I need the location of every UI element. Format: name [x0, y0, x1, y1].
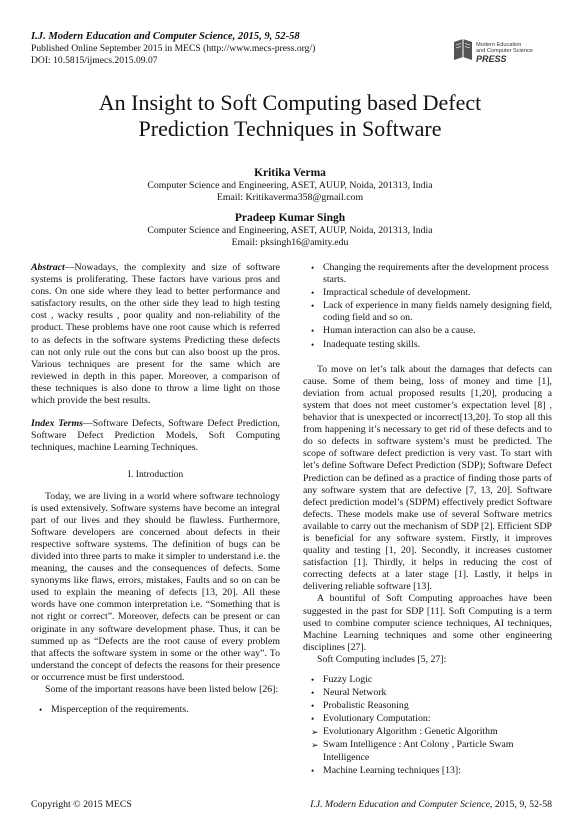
author-email: Email: Kritikaverma358@gmail.com: [216, 192, 364, 203]
list-item: • Evolutionary Computation:: [311, 713, 431, 725]
list-item: • Impractical schedule of development.: [311, 287, 471, 299]
body-paragraph-1: To move on let’s talk about the damages that defects can cause. Some of them being, loss of money and time [1], deviation from actual proposed results [1,20], producing a system that does not meet customer’s expectation level [8] , behavior that is unexpected or incorrect[13,20]. To stop all this from happening it’s necessary to get rid of these defects and to do so defects in software system’s must be predicted. The scope of software defect prediction is very vast. To start with let’s define Software Defect Prediction (SDP); Software Defect Prediction can be defined as a practice of finding those parts of any software system that are defective [7, 13, 20]. Software defect prediction model’s (SDPM) effectively predict Software defects. These models make use of several Software metrics available to carry out the mechanism of SDP [2]. Efficient SDP is beneficial for any software system. Firstly, it improves quality and testing [1, 20]. Secondly, it increases customer satisfaction [1]. Thirdly, it helps in reducing the cost of correcting defects at a later stage [1]. Lastly, it helps in delivering reliable software [13].: [303, 363, 552, 593]
list-item: • Lack of experience in many fields namely designing field, coding field and so on.: [311, 300, 552, 324]
list-item: • Machine Learning techniques [13]:: [311, 764, 461, 776]
author-block-2: [0, 211, 580, 249]
author-block-1: [0, 166, 580, 204]
abstract: [31, 262, 280, 407]
index-terms-text: —Software Defects, Software Defect Prediction, Software Defect Prediction Models, Soft Computing techniques, machine Learning Techniques.: [31, 418, 280, 454]
left-column: [31, 262, 280, 717]
author-name: Pradeep Kumar Singh: [234, 212, 346, 224]
author-affiliation: Computer Science and Engineering, ASET, AUUP, Noida, 201313, India: [147, 225, 433, 236]
list-item: • Fuzzy Logic: [311, 674, 373, 685]
right-column: [303, 262, 552, 778]
paper-title: An Insight to Soft Computing based Defect Prediction Techniques in Software: [98, 90, 482, 141]
list-item: • Neural Network: [311, 687, 387, 699]
doi: DOI: 10.5815/ijmecs.2015.09.07: [31, 54, 158, 66]
intro-paragraph-2: Some of the important reasons have been listed below [26]:: [45, 684, 279, 695]
journal-citation: I.J. Modern Education and Computer Science, 2015, 9, 52-58: [31, 31, 300, 42]
logo-text-top: Modern Education and Computer Science: [476, 42, 533, 54]
arrow-bullet-icon: ➢: [311, 740, 319, 751]
index-terms: [31, 418, 280, 454]
bullet-icon: •: [311, 714, 315, 725]
bullet-icon: •: [311, 301, 315, 312]
list-item: ➢ Evolutionary Algorithm : Genetic Algorithm: [311, 726, 498, 738]
bullet-icon: •: [311, 339, 315, 350]
bullet-icon: •: [311, 675, 315, 685]
publication-info: Published Online September 2015 in MECS (http://www.mecs-press.org/): [31, 43, 316, 54]
logo-text-press: PRESS: [476, 54, 507, 64]
body-paragraph-2: A bountiful of Soft Computing approaches have been suggested in the past for SDP [11]. Soft Computing is a term used to combine computer science techniques, AI techniques, Machine Learning techniques and some other engineering disciplines [27].: [303, 593, 552, 653]
bullet-icon: •: [311, 688, 315, 699]
bullet-icon: •: [311, 263, 315, 273]
list-item: • Misperception of the requirements.: [39, 704, 189, 716]
list-item: • Probalistic Reasoning: [311, 700, 409, 712]
bullet-icon: •: [311, 288, 315, 299]
index-terms-label: Index Terms: [31, 418, 83, 430]
reasons-list-right: [303, 262, 552, 351]
soft-computing-list: [303, 674, 552, 777]
arrow-bullet-icon: ➢: [311, 727, 319, 738]
author-email: Email: pksingh16@amity.edu: [231, 237, 349, 248]
list-item: ➢ Swam Intelligence : Ant Colony , Particle Swam Intelligence: [311, 739, 514, 763]
body-paragraph-3: Soft Computing includes [5, 27]:: [317, 653, 447, 665]
reasons-list-left: [31, 704, 280, 716]
mecs-press-logo: [452, 35, 548, 69]
list-item: • Human interaction can also be a cause.: [311, 325, 476, 337]
bullet-icon: •: [311, 326, 315, 337]
author-name: Kritika Verma: [254, 167, 326, 179]
abstract-text: —Nowadays, the complexity and size of software systems is proliferating. These factors have various pros and cons. On one side where they lead to better performance and satisfactory results, on the other side they lead to high testing cost , wacky results , poor quality and non-reliability of the product. These problems have one root cause which is referred to as defects in the software systems Predicting these defects can not only rule out the cons but can also boost up the pros. Various techniques are present for the same which are reviewed in depth in this paper. Moreover, a comparison of these techniques is also done to throw a lime light on those which provide the best results.: [31, 262, 280, 407]
book-logo-icon: [452, 37, 474, 63]
intro-paragraph-1: Today, we are living in a world where software technology is used extensively. Software systems have become an integral part of our lives and they should be flawless. Furthermore, Software developers are concerned about defects in their respective software systems. The definition of bugs can be divided into three parts to make it simpler to understand i.e. the meaning, the causes and the consequences of defects. Some synonyms like flaws, errors, mistakes, Faults and so on can be used to explain the meaning of defects [13, 20]. All these words have one common interpretation i.e. “Something that is not right or correct”. Moreover, defects can be present or can originate in any software development phase. Thus, it can be summed up as “Defects are the root cause of every problem that affects the software system in some or the other way”. To understand the concept of defects the reasons for their presence or occurrence must be first understood.: [31, 490, 280, 683]
section-heading: I. Introduction: [127, 469, 184, 481]
list-item: • Changing the requirements after the development process starts.: [311, 262, 549, 286]
abstract-label: Abstract: [31, 262, 65, 273]
author-affiliation: Computer Science and Engineering, ASET, AUUP, Noida, 201313, India: [147, 180, 433, 191]
bullet-icon: •: [311, 701, 315, 712]
footer-journal-ref: I.J. Modern Education and Computer Science, 2015, 9, 52-58: [310, 799, 552, 810]
bullet-icon: •: [39, 705, 43, 716]
list-item: • Inadequate testing skills.: [311, 338, 421, 350]
bullet-icon: •: [311, 765, 315, 776]
footer-copyright: Copyright © 2015 MECS: [31, 799, 132, 810]
